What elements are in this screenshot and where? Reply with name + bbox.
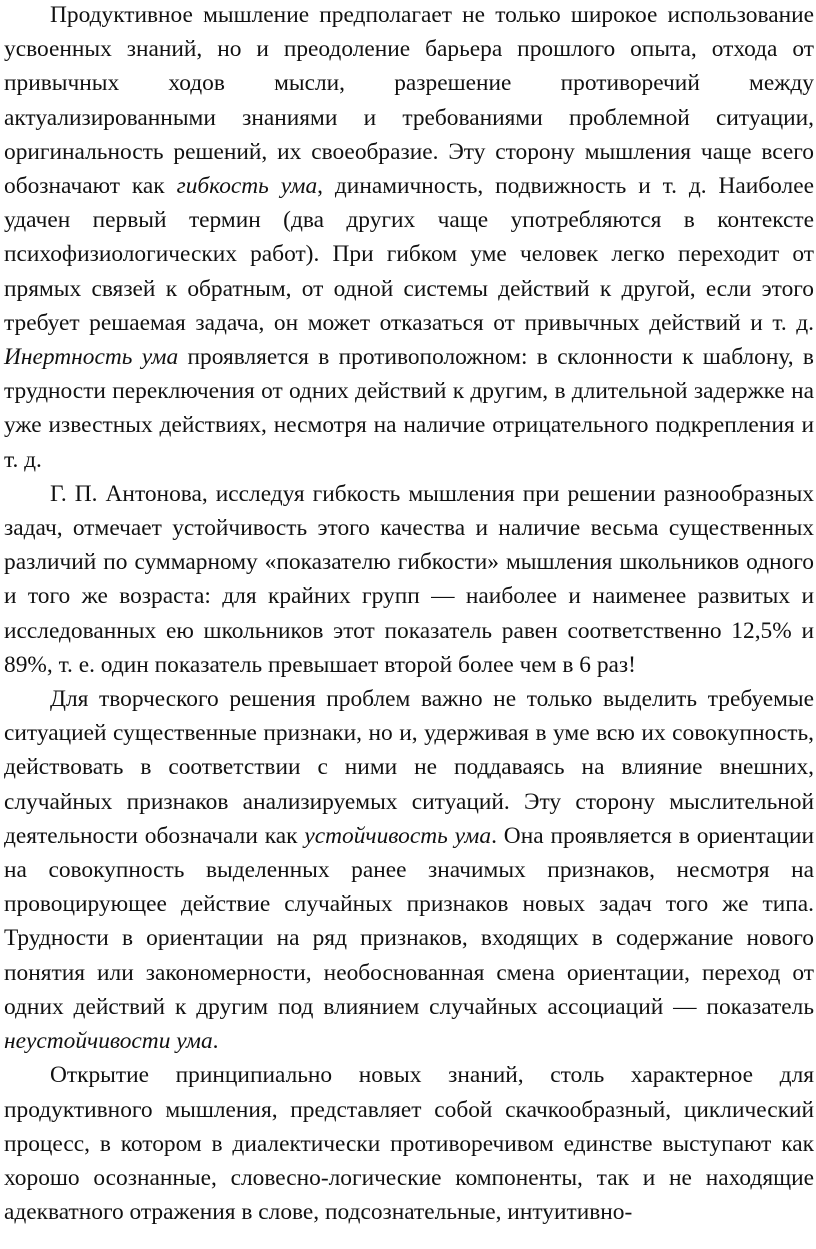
paragraph-text: Продуктивное мышление предполагает не только широкое использование усвоенных знаний, но и преодоление барьера прошлого опыта, отхода от привычных ходов мысли, разрешение противоречий между актуализированными знаниями и требованиями проблемной ситуации, оригинальность решений, их своеобразие. Эту сторону мышления чаще всего обозначают как (4, 2, 814, 200)
paragraph-text: Открытие принципиально новых знаний, столь характерное для продуктивного мышления, представляет собой скачкообразный, циклический процесс, в котором в диалектически противоречивом единстве выступают как хорошо осознанные, словесно-логические компоненты, так и не находящие адекватного отражения в слове, подсознательные, интуитивно- (4, 1062, 814, 1226)
paragraph-text: . (212, 1028, 219, 1055)
paragraph-text: Для творческого решения проблем важно не только выделить требуемые ситуацией существенные признаки, но и, удерживая в уме всю их совокупность, действовать в соответствии с ними не поддаваясь на влияние внешних, случайных признаков анализируемых ситуаций. Эту сторону мыслительной деятельности обозначали как (4, 686, 814, 849)
paragraph-stability-of-mind (4, 682, 814, 1058)
paragraph-text: , динамичность, подвижность и т. д. Наиболее удачен первый термин (два других чаще употребляются в контексте психофизиологических работ). При гибком уме человек легко переходит от прямых связей к обратным, от одной системы действий к другой, если этого требует решаемая задача, он может отказаться от привычных действий и т. д. (4, 173, 814, 336)
paragraph-productive-thinking (4, 0, 814, 477)
paragraph-text: . Она проявляется в ориентации на совокупность выделенных ранее значимых признаков, несмотря на провоцирующее действие случайных признаков новых задач того же типа. Трудности в ориентации на ряд признаков, входящих в содержание нового понятия или закономерности, необоснованная смена ориентации, переход от одних действий к другим под влиянием случайных ассоциаций — показатель (4, 822, 814, 1020)
paragraph-antonova-study (4, 477, 814, 682)
paragraph-discovery-of-knowledge (4, 1058, 814, 1229)
emphasis-term: Инертность ума (4, 344, 179, 371)
emphasis-term: неустойчивости ума (4, 1028, 213, 1055)
paragraph-text: Г. П. Антонова, исследуя гибкость мышления при решении разнообразных задач, отмечает устойчивость этого качества и наличие весьма существенных различий по суммарному «показателю гибкости» мышления школьников одного и того же возраста: для крайних групп — наиболее и наименее развитых и исследованных ею школьников этот показатель равен соответственно 12,5% и 89%, т. е. один показатель превышает второй более чем в 6 раз! (4, 480, 814, 678)
emphasis-term: устойчивость ума (304, 822, 492, 849)
emphasis-term: гибкость ума (176, 173, 318, 200)
paragraph-text: проявляется в противоположном: в склонности к шаблону, в трудности переключения от одних действий к другим, в длительной задержке на уже известных действиях, несмотря на наличие отрицательного подкрепления и т. д. (4, 344, 814, 473)
